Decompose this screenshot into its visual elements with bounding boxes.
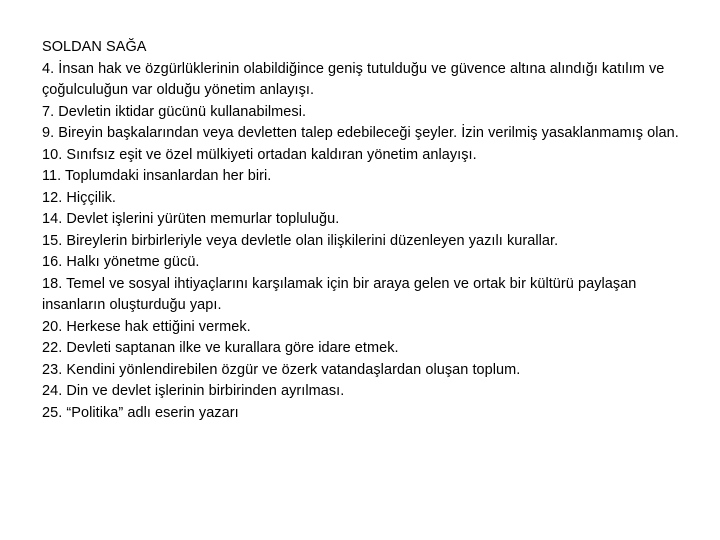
clue-item-10: 10. Sınıfsız eşit ve özel mülkiyeti ortadan kaldıran yönetim anlayışı. bbox=[42, 146, 477, 163]
clue-item-15: 15. Bireylerin birbirleriyle veya devletle olan ilişkilerini düzenleyen yazılı kurallar. bbox=[42, 232, 559, 249]
clue-item-23: 23. Kendini yönlendirebilen özgür ve özerk vatandaşlardan oluşan toplum. bbox=[42, 361, 521, 378]
clue-item-9: 9. Bireyin başkalarından veya devletten talep edebileceği şeyler. İzin verilmiş yasaklanmamış olan. bbox=[42, 125, 679, 141]
clue-item-24: 24. Din ve devlet işlerinin birbirinden ayrılması. bbox=[42, 383, 345, 399]
section-heading: SOLDAN SAĞA bbox=[42, 39, 147, 55]
clue-item-14: 14. Devlet işlerini yürüten memurlar topluluğu. bbox=[42, 211, 340, 227]
clue-item-25: 25. “Politika” adlı eserin yazarı bbox=[42, 404, 239, 421]
clue-item-12: 12. Hiççilik. bbox=[42, 189, 116, 206]
document-body bbox=[42, 37, 682, 424]
clue-item-4: 4. İnsan hak ve özgürlüklerinin olabildiğince geniş tutulduğu ve güvence altına alındığı katılım ve çoğulculuğun var olduğu yönetim anlayışı. bbox=[42, 60, 665, 98]
clue-item-22: 22. Devleti saptanan ilke ve kurallara göre idare etmek. bbox=[42, 340, 399, 356]
clue-item-18: 18. Temel ve sosyal ihtiyaçlarını karşılamak için bir araya gelen ve ortak bir kültürü paylaşan insanların oluşturduğu yapı. bbox=[42, 275, 637, 313]
clue-item-7: 7. Devletin iktidar gücünü kullanabilmesi. bbox=[42, 103, 307, 120]
clue-item-11: 11. Toplumdaki insanlardan her biri. bbox=[42, 168, 272, 184]
clue-item-20: 20. Herkese hak ettiğini vermek. bbox=[42, 318, 251, 335]
clue-item-16: 16. Halkı yönetme gücü. bbox=[42, 254, 200, 270]
